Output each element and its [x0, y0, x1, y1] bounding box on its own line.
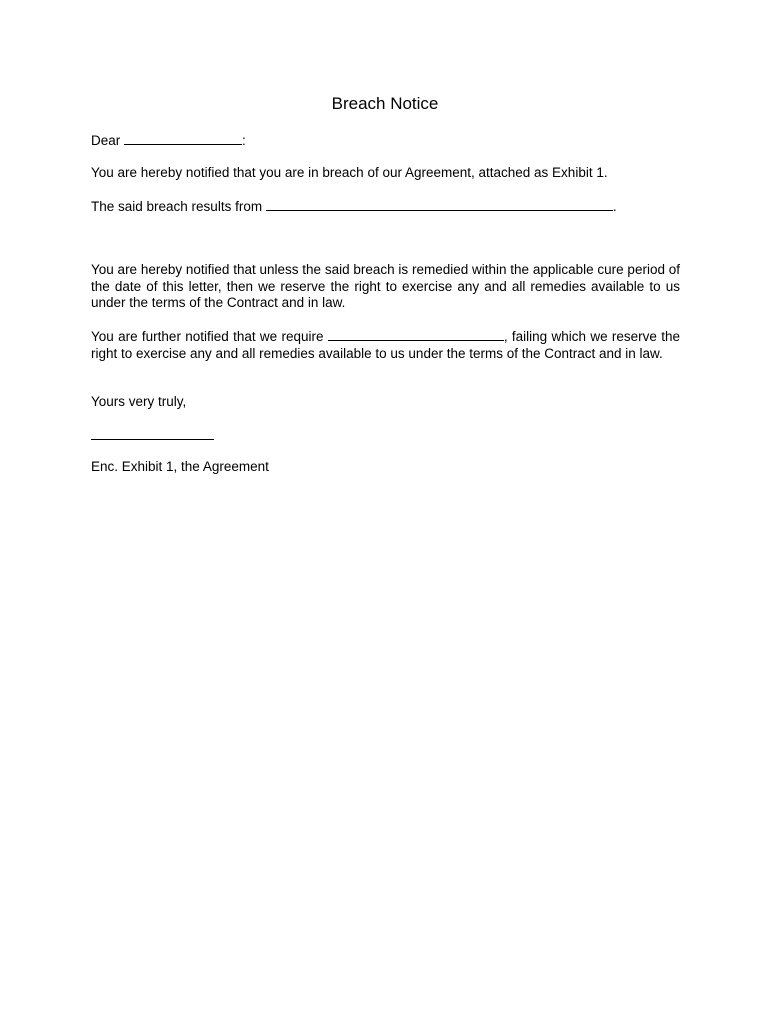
breach-cause-suffix: .: [612, 199, 617, 214]
requirement-paragraph: [91, 327, 680, 362]
salutation-prefix: Dear: [91, 133, 125, 148]
breach-cause-blank: [266, 197, 613, 211]
breach-cause-line: [91, 197, 617, 215]
signature-line: [91, 439, 214, 440]
breach-cause-prefix: The said breach results from: [91, 199, 266, 214]
notice-paragraph: You are hereby notified that you are in breach of our Agreement, attached as Exhibit 1.: [91, 165, 608, 180]
salutation-suffix: :: [242, 133, 246, 148]
closing-line: Yours very truly,: [91, 394, 187, 409]
recipient-name-blank: [124, 131, 242, 145]
enclosure-line: Enc. Exhibit 1, the Agreement: [91, 459, 269, 474]
cure-period-paragraph: You are hereby notified that unless the said breach is remedied within the applicable cure period of the date of this letter, then we reserve the right to exercise any and all remedies available to us under the terms of the Contract and in law.: [91, 262, 680, 310]
requirement-suffix: , failing which we reserve the right to exercise any and all remedies available to us under the terms of the Contract and in law.: [91, 329, 680, 361]
requirement-prefix: You are further notified that we require: [91, 329, 328, 344]
document-title: Breach Notice: [331, 94, 439, 113]
salutation-line: [91, 131, 246, 149]
requirement-blank: [328, 327, 504, 341]
